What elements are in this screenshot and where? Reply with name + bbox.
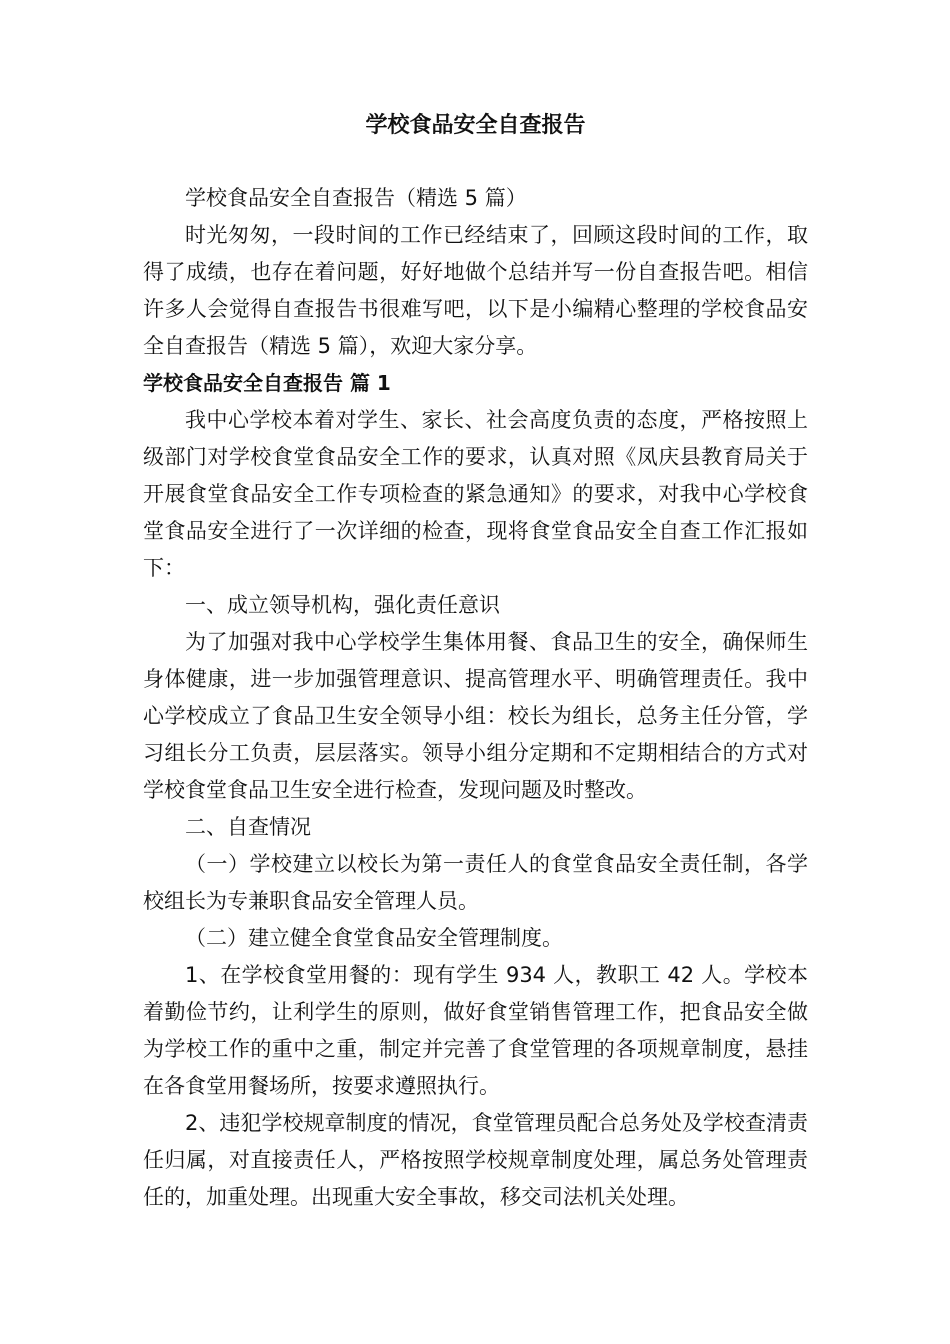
body-paragraph: 我中心学校本着对学生、家长、社会高度负责的态度，严格按照上级部门对学校食堂食品安全工作的要求，认真对照《凤庆县教育局关于开展食堂食品安全工作专项检查的紧急通知》的要求，对我中心学校食堂食品安全进行了一次详细的检查，现将食堂食品安全自查工作汇报如下：: [143, 408, 808, 580]
document-page: [143, 106, 808, 1216]
section-heading: 学校食品安全自查报告 篇 1: [143, 371, 391, 395]
subtitle-paragraph: 学校食品安全自查报告（精选 5 篇）: [185, 186, 527, 210]
body-paragraph: 2、违犯学校规章制度的情况，食堂管理员配合总务处及学校查清责任归属，对直接责任人，严格按照学校规章制度处理，属总务处管理责任的，加重处理。出现重大安全事故，移交司法机关处理。: [143, 1111, 808, 1209]
body-paragraph: （一）学校建立以校长为第一责任人的食堂食品安全责任制，各学校组长为专兼职食品安全管理人员。: [143, 852, 808, 913]
intro-paragraph: 时光匆匆，一段时间的工作已经结束了，回顾这段时间的工作，取得了成绩，也存在着问题，好好地做个总结并写一份自查报告吧。相信许多人会觉得自查报告书很难写吧，以下是小编精心整理的学校食品安全自查报告（精选 5 篇），欢迎大家分享。: [143, 223, 808, 358]
subheading-self-check: 二、自查情况: [185, 815, 311, 839]
body-paragraph: 1、在学校食堂用餐的：现有学生 934 人，教职工 42 人。学校本着勤俭节约，让利学生的原则，做好食堂销售管理工作，把食品安全做为学校工作的重中之重，制定并完善了食堂管理的各项规章制度，悬挂在各食堂用餐场所，按要求遵照执行。: [143, 963, 808, 1098]
document-title: 学校食品安全自查报告: [365, 113, 586, 138]
body-paragraph: 为了加强对我中心学校学生集体用餐、食品卫生的安全，确保师生身体健康，进一步加强管理意识、提高管理水平、明确管理责任。我中心学校成立了食品卫生安全领导小组：校长为组长，总务主任分管，学习组长分工负责，层层落实。领导小组分定期和不定期相结合的方式对学校食堂食品卫生安全进行检查，发现问题及时整改。: [143, 630, 808, 802]
body-paragraph: （二）建立健全食堂食品安全管理制度。: [185, 926, 563, 950]
subheading-leadership: 一、成立领导机构，强化责任意识: [185, 593, 500, 617]
